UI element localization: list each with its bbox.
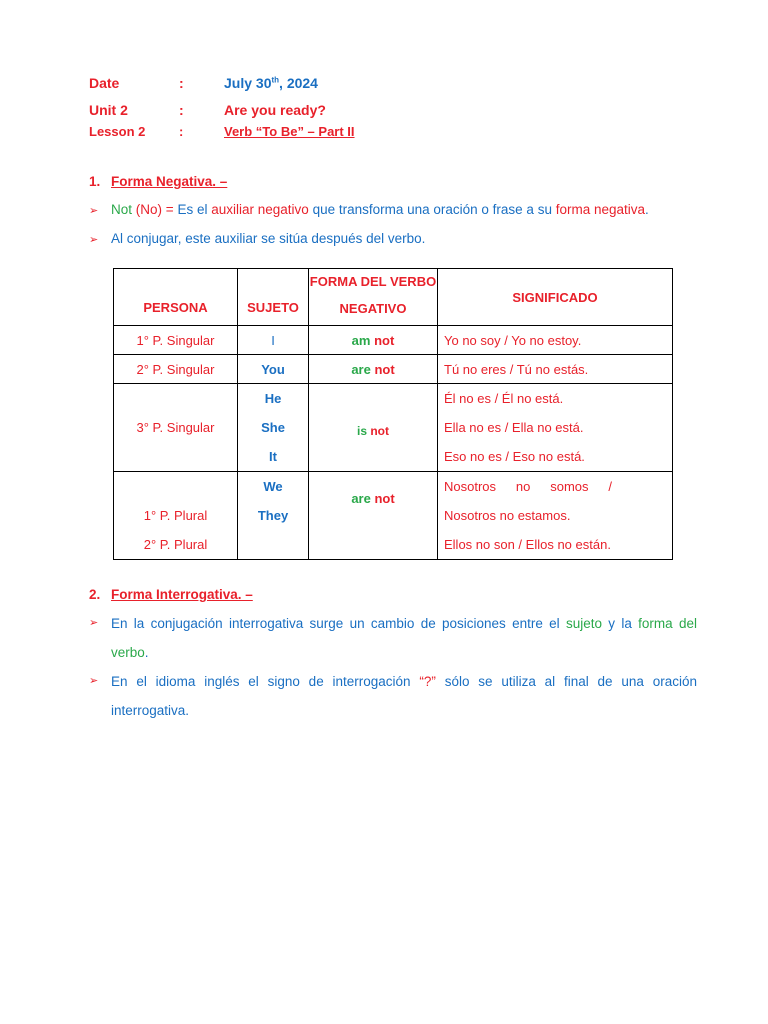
table-row bbox=[114, 355, 673, 384]
table-row bbox=[114, 326, 673, 355]
conjugation-table bbox=[113, 268, 673, 560]
row1-meaning: Yo no soy / Yo no estoy. bbox=[438, 326, 673, 355]
lesson-label: Lesson 2 bbox=[89, 124, 146, 139]
row2-verb: are not bbox=[309, 355, 438, 384]
section1-number: 1. bbox=[89, 174, 101, 189]
row1-sujeto: I bbox=[238, 326, 309, 355]
header-significado: SIGNIFICADO bbox=[438, 269, 673, 326]
section2-bullet1: ➢ En la conjugación interrogativa surge un cambio de posiciones entre el sujeto y la forma del verbo. bbox=[111, 609, 697, 667]
lesson-colon: : bbox=[179, 124, 184, 139]
arrowhead-bullet-icon: ➢ bbox=[89, 205, 99, 217]
row2-meaning: Tú no eres / Tú no estás. bbox=[438, 355, 673, 384]
header-persona: PERSONA bbox=[114, 269, 238, 326]
table-row bbox=[114, 472, 673, 560]
unit-label: Unit 2 bbox=[89, 102, 128, 118]
lesson-value: Verb “To Be” – Part II bbox=[224, 124, 355, 139]
row2-persona: 2° P. Singular bbox=[114, 355, 238, 384]
row4-meaning: Nosotros no somos / Nosotros no estamos. Ellos no son / Ellos no están. bbox=[438, 472, 673, 560]
row4-verb: are not bbox=[309, 472, 438, 560]
row4-sujeto: We They bbox=[238, 472, 309, 560]
row3-verb: is not bbox=[309, 384, 438, 472]
date-value: July 30th, 2024 bbox=[224, 75, 318, 91]
section1-heading bbox=[89, 174, 227, 189]
section1-bullet1: ➢ Not (No) = Es el auxiliar negativo que transforma una oración o frase a su forma negativa. bbox=[89, 202, 649, 217]
row1-verb: am not bbox=[309, 326, 438, 355]
section2-number: 2. bbox=[89, 587, 101, 602]
row3-meaning: Él no es / Él no está. Ella no es / Ella no está. Eso no es / Eso no está. bbox=[438, 384, 673, 472]
row2-sujeto: You bbox=[238, 355, 309, 384]
unit-colon: : bbox=[179, 102, 184, 118]
arrowhead-bullet-icon: ➢ bbox=[89, 234, 99, 246]
date-label: Date bbox=[89, 75, 120, 91]
arrowhead-bullet-icon: ➢ bbox=[89, 675, 99, 687]
section2-title: Forma Interrogativa. – bbox=[111, 587, 253, 602]
arrowhead-bullet-icon: ➢ bbox=[89, 617, 99, 629]
row1-persona: 1° P. Singular bbox=[114, 326, 238, 355]
table-header-row bbox=[114, 269, 673, 326]
header-sujeto: SUJETO bbox=[238, 269, 309, 326]
section1-title: Forma Negativa. – bbox=[111, 174, 228, 189]
table-row bbox=[114, 384, 673, 472]
row4-persona: 1° P. Plural 2° P. Plural bbox=[114, 472, 238, 560]
header-forma: FORMA DEL VERBO NEGATIVO bbox=[309, 269, 438, 326]
row3-sujeto: He She It bbox=[238, 384, 309, 472]
date-colon: : bbox=[179, 75, 184, 91]
section2-bullet2: ➢ En el idioma inglés el signo de interrogación “?” sólo se utiliza al final de una oración interrogativa. bbox=[111, 667, 697, 725]
row3-persona: 3° P. Singular bbox=[114, 384, 238, 472]
section2-heading bbox=[89, 587, 253, 602]
unit-value: Are you ready? bbox=[224, 102, 326, 118]
section1-bullet2: ➢ Al conjugar, este auxiliar se sitúa después del verbo. bbox=[89, 231, 426, 246]
